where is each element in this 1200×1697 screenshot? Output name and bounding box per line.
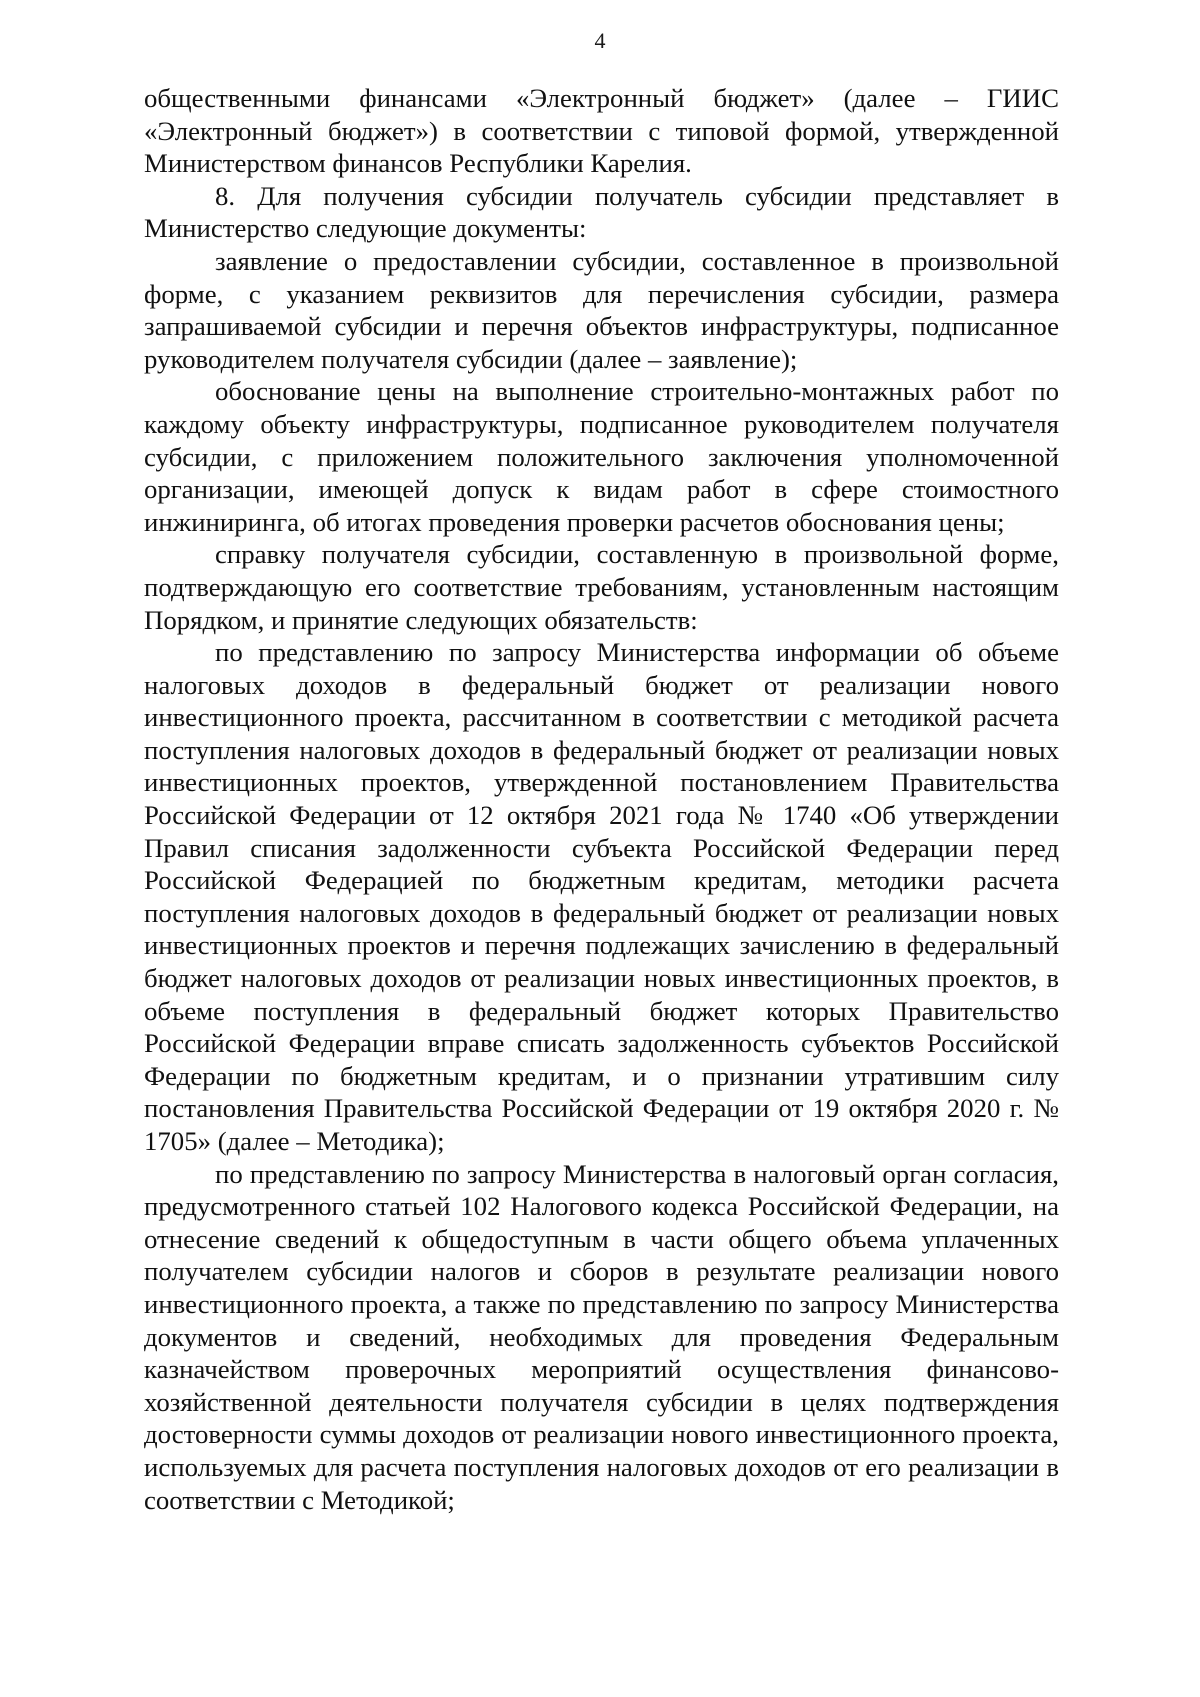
paragraph-price-justification: обоснование цены на выполнение строительно-монтажных работ по каждому объекту инфраструктуры, подписанное руководителем получателя субсидии, с приложением положительного заключения уполномоченной организации, имеющей допуск к видам работ в сфере стоимостного инжиниринга, об итогах проведения проверки расчетов обоснования цены; xyxy=(144,376,1059,537)
paragraph-continuation: общественными финансами «Электронный бюджет» (далее – ГИИС «Электронный бюджет») в соответствии с типовой формой, утвержденной Министерством финансов Республики Карелия. xyxy=(144,83,1059,179)
paragraph-tax-authority-consent: по представлению по запросу Министерства в налоговый орган согласия, предусмотренного статьей 102 Налогового кодекса Российской Федерации, на отнесение сведений к общедоступным в части общего объема уплаченных получателем субсидии налогов и сборов в результате реализации нового инвестиционного проекта, а также по представлению по запросу Министерства документов и сведений, необходимых для проведения Федеральным казначейством проверочных мероприятий осуществления финансово-хозяйственной деятельности получателя субсидии в целях подтверждения достоверности суммы доходов от реализации нового инвестиционного проекта, используемых для расчета поступления налоговых доходов от его реализации в соответствии с Методикой; xyxy=(144,1158,1059,1515)
document-body xyxy=(144,82,1059,1516)
paragraph-application: заявление о предоставлении субсидии, составленное в произвольной форме, с указанием реквизитов для перечисления субсидии, размера запрашиваемой субсидии и перечня объектов инфраструктуры, подписанное руководителем получателя субсидии (далее – заявление); xyxy=(144,245,1059,374)
paragraph-item-8: 8. Для получения субсидии получатель субсидии представляет в Министерство следующие документы: xyxy=(144,180,1059,244)
paragraph-certificate: справку получателя субсидии, составленную в произвольной форме, подтверждающую его соответствие требованиям, установленным настоящим Порядком, и принятие следующих обязательств: xyxy=(144,539,1059,635)
paragraph-tax-revenue-info: по представлению по запросу Министерства информации об объеме налоговых доходов в федеральный бюджет от реализации нового инвестиционного проекта, рассчитанном в соответствии с методикой расчета поступления налоговых доходов в федеральный бюджет от реализации новых инвестиционных проектов, утвержденной постановлением Правительства Российской Федерации от 12 октября 2021 года № 1740 «Об утверждении Правил списания задолженности субъекта Российской Федерации перед Российской Федерацией по бюджетным кредитам, методики расчета поступления налоговых доходов в федеральный бюджет от реализации новых инвестиционных проектов и перечня подлежащих зачислению в федеральный бюджет налоговых доходов от реализации новых инвестиционных проектов, в объеме поступления в федеральный бюджет которых Правительство Российской Федерации вправе списать задолженность субъектов Российской Федерации по бюджетным кредитам, и о признании утратившим силу постановления Правительства Российской Федерации от 19 октября 2020 г. № 1705» (далее – Методика); xyxy=(144,637,1059,1156)
page-number: 4 xyxy=(594,28,606,53)
